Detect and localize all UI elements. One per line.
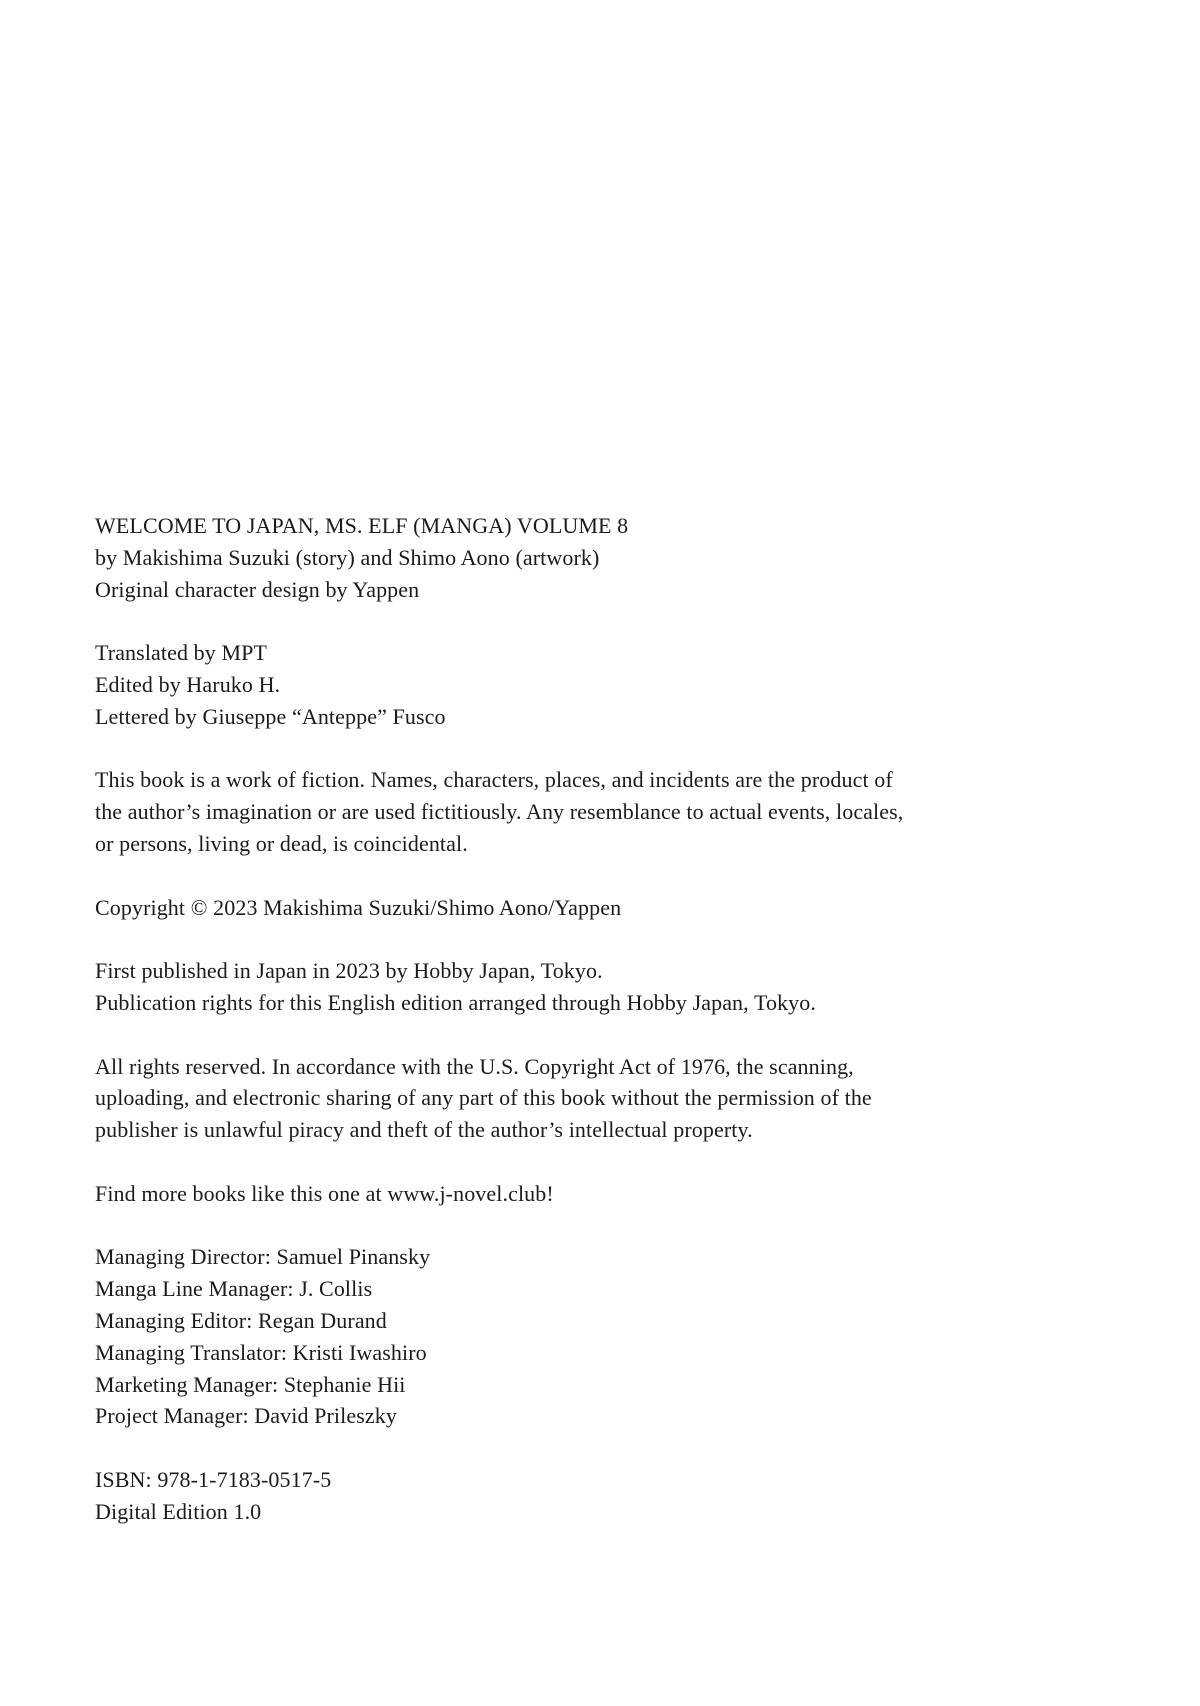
edition-block — [95, 1464, 1140, 1528]
rights-reserved-line-1: All rights reserved. In accordance with the U.S. Copyright Act of 1976, the scanning, — [95, 1053, 854, 1079]
rights-reserved-line-2: uploading, and electronic sharing of any part of this book without the permission of the — [95, 1085, 872, 1111]
book-title: WELCOME TO JAPAN, MS. ELF (MANGA) VOLUME 8 — [95, 513, 629, 538]
character-design-credit: Original character design by Yappen — [95, 576, 420, 602]
localization-credits-block — [95, 637, 1140, 732]
isbn-line: ISBN: 978-1-7183-0517-5 — [95, 1466, 332, 1492]
promo-line: Find more books like this one at www.j-novel.club! — [95, 1180, 554, 1206]
staff-credits-block — [95, 1241, 1140, 1432]
copyright-notice: Copyright © 2023 Makishima Suzuki/Shimo Aono/Yappen — [95, 894, 622, 920]
manga-line-manager-credit: Manga Line Manager: J. Collis — [95, 1276, 373, 1302]
fiction-disclaimer-block — [95, 764, 1140, 859]
managing-editor-credit: Managing Editor: Regan Durand — [95, 1307, 387, 1333]
fiction-disclaimer-line-3: or persons, living or dead, is coincidental. — [95, 830, 468, 856]
byline-credit: by Makishima Suzuki (story) and Shimo Aono (artwork) — [95, 544, 600, 570]
rights-reserved-block — [95, 1051, 1140, 1146]
fiction-disclaimer-line-2: the author’s imagination or are used fictitiously. Any resemblance to actual events, locales, — [95, 799, 904, 825]
digital-edition-line: Digital Edition 1.0 — [95, 1498, 262, 1524]
editor-credit: Edited by Haruko H. — [95, 671, 281, 697]
publication-rights-line: Publication rights for this English edition arranged through Hobby Japan, Tokyo. — [95, 989, 816, 1015]
letterer-credit: Lettered by Giuseppe “Anteppe” Fusco — [95, 703, 446, 729]
fiction-disclaimer-line-1: This book is a work of fiction. Names, characters, places, and incidents are the product of — [95, 767, 893, 793]
project-manager-credit: Project Manager: David Prileszky — [95, 1403, 397, 1429]
managing-director-credit: Managing Director: Samuel Pinansky — [95, 1244, 431, 1270]
marketing-manager-credit: Marketing Manager: Stephanie Hii — [95, 1371, 406, 1397]
publication-block — [95, 955, 1140, 1019]
managing-translator-credit: Managing Translator: Kristi Iwashiro — [95, 1339, 427, 1365]
title-block — [95, 510, 1140, 605]
translator-credit: Translated by MPT — [95, 640, 268, 666]
promo-block — [95, 1178, 1140, 1210]
rights-reserved-line-3: publisher is unlawful piracy and theft of the author’s intellectual property. — [95, 1117, 753, 1143]
copyright-block — [95, 892, 1140, 924]
first-published-line: First published in Japan in 2023 by Hobby Japan, Tokyo. — [95, 958, 603, 984]
colophon-text — [95, 510, 1140, 1528]
